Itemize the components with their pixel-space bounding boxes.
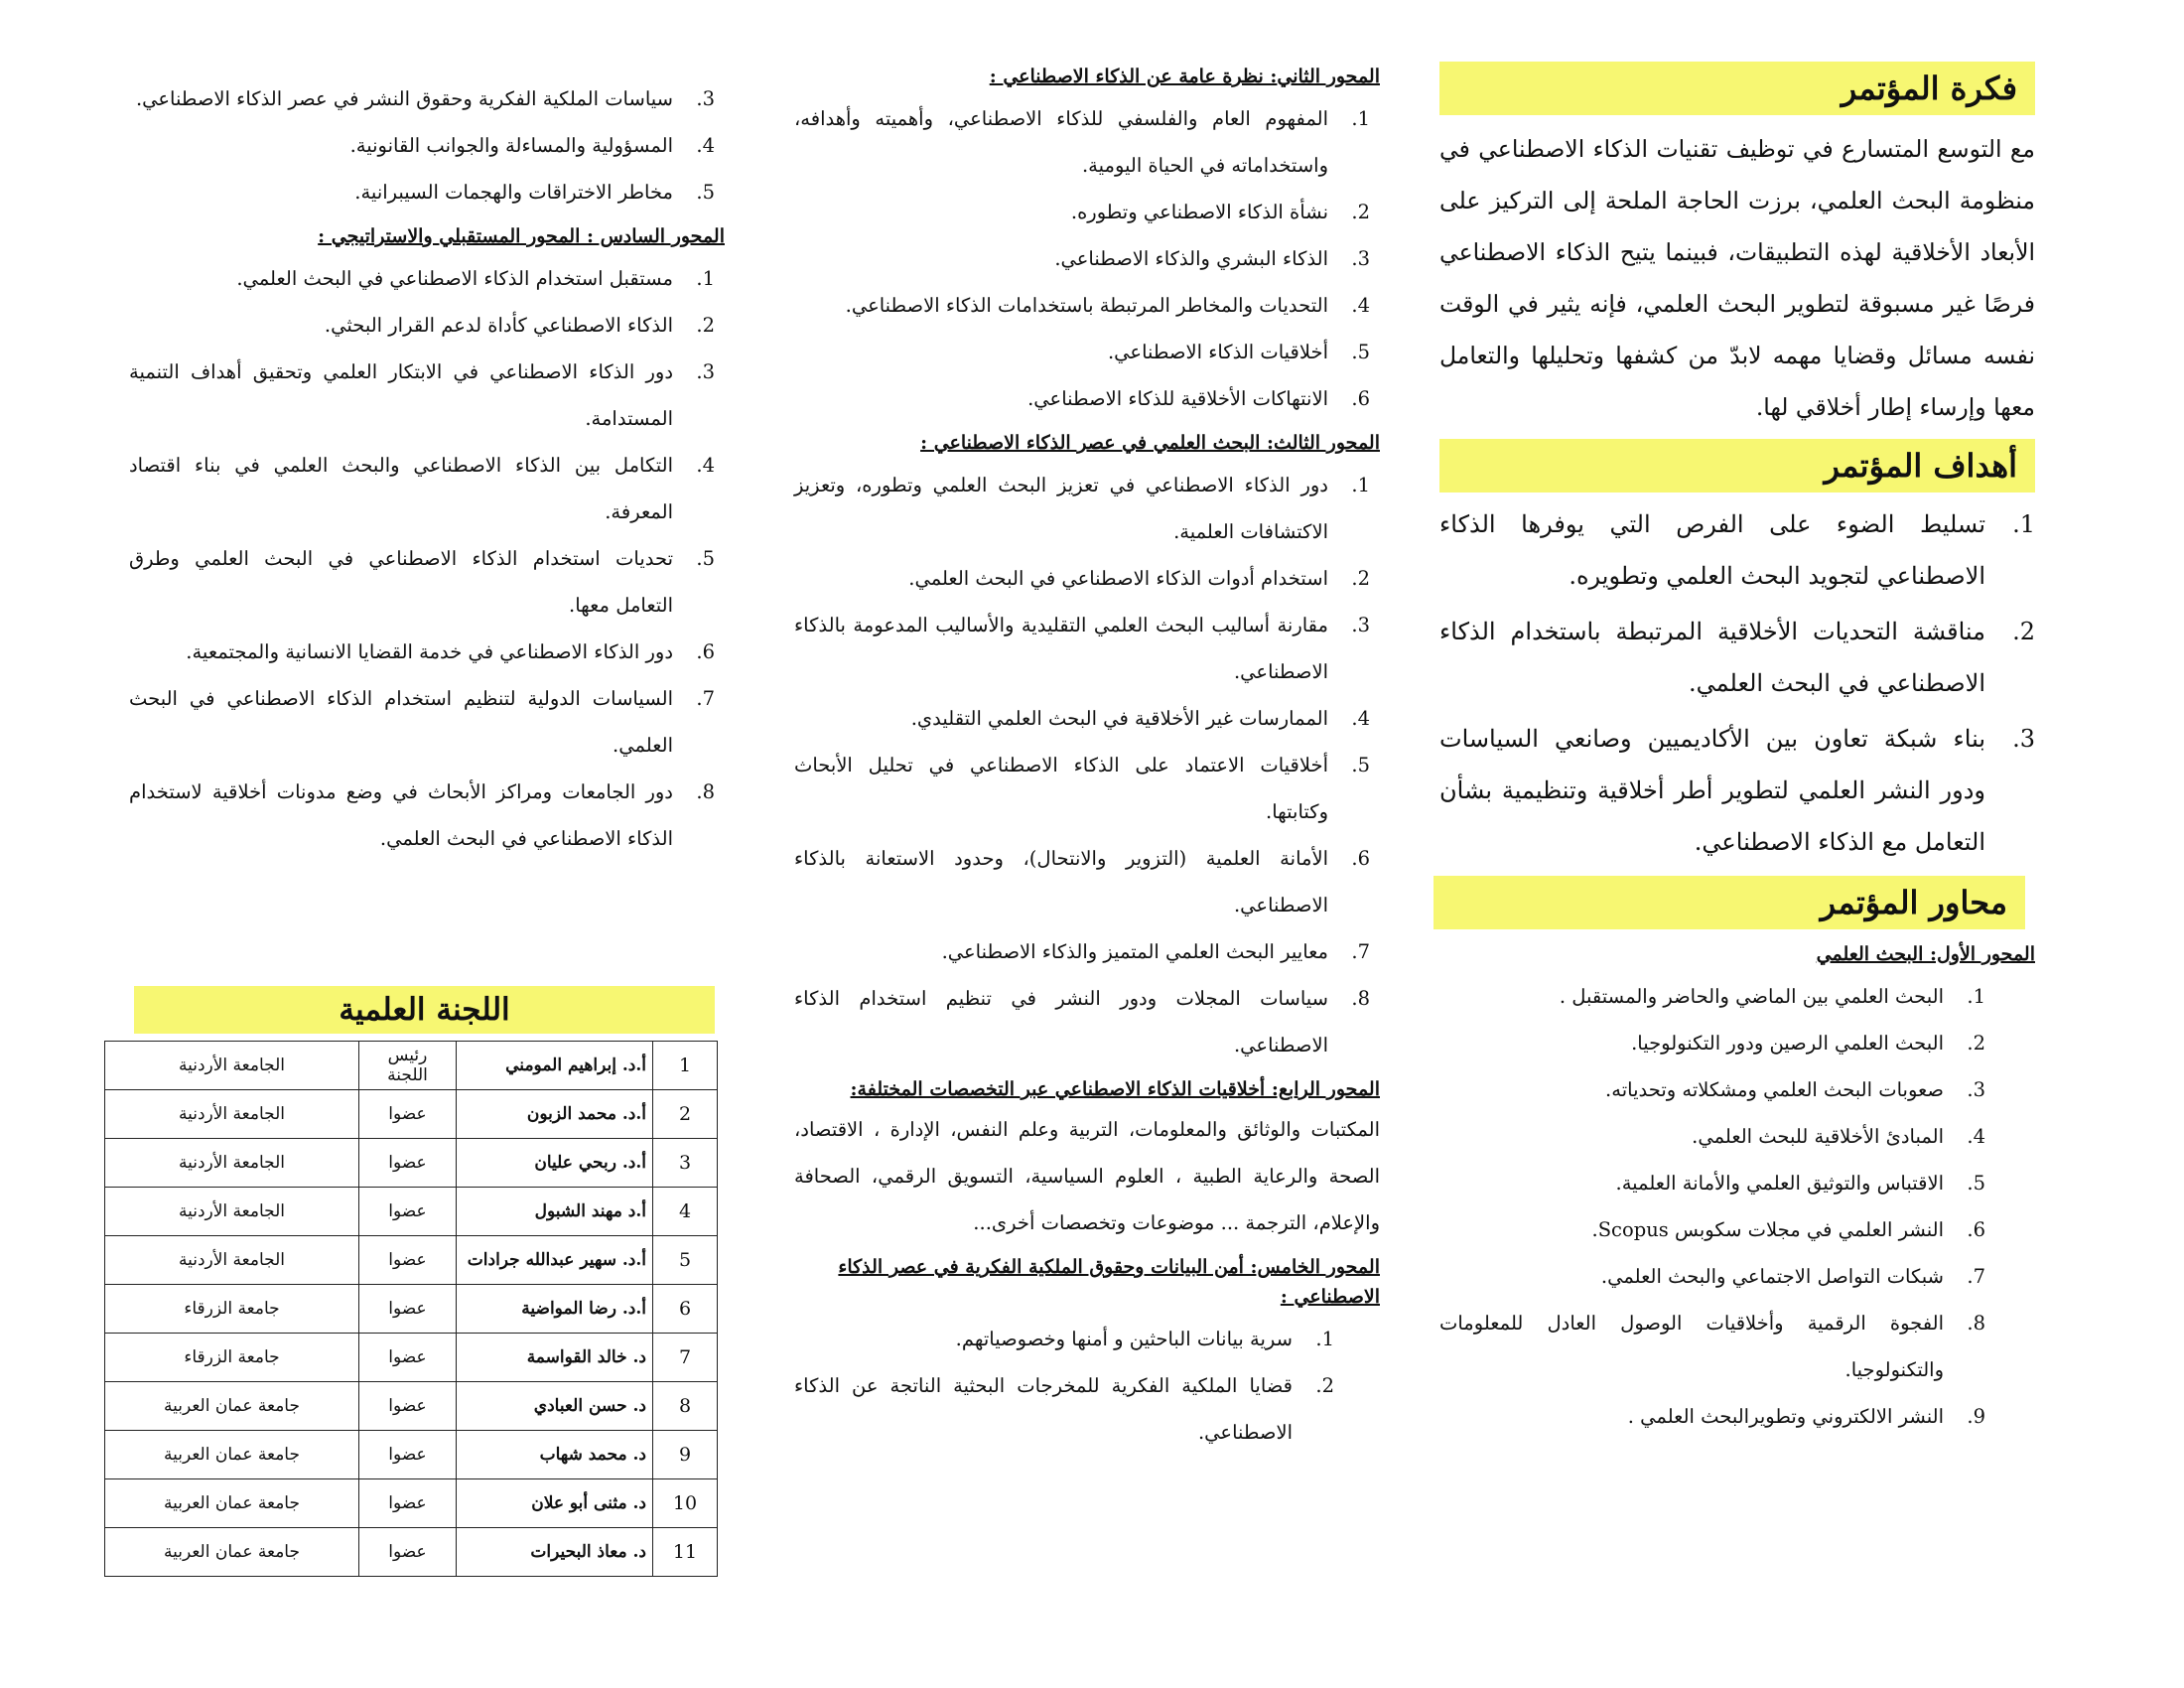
item-number: 6. [1967,1218,1985,1241]
member-number: 3 [653,1139,718,1188]
item-text: شبكات التواصل الاجتماعي والبحث العلمي. [1600,1265,1944,1288]
committee-table [104,1041,718,1577]
table-row [105,1334,718,1382]
member-university: جامعة عمان العربية [105,1431,359,1479]
goal-text: مناقشة التحديات الأخلاقية المرتبطة باستخدام الذكاء الاصطناعي في البحث العلمي. [1439,618,1985,697]
item-text: دور الذكاء الاصطناعي في الابتكار العلمي وتحقيق أهداف التنمية المستدامة. [129,360,673,430]
member-name: د. محمد شهاب [457,1431,653,1479]
goal-item [1439,606,2035,709]
right-column [1439,62,2035,1440]
item-number: 7. [1351,940,1370,963]
item-number: 6. [696,640,715,663]
member-name: د. معاذ البحيرات [457,1528,653,1577]
member-number: 11 [653,1528,718,1577]
member-number: 8 [653,1382,718,1431]
item-text: تحديات استخدام الذكاء الاصطناعي في البحث العلمي وطرق التعامل معها. [129,547,673,617]
member-name: أ.د. إبراهيم المومني [457,1042,653,1090]
item-number: 6. [1351,847,1370,870]
item-text: التحديات والمخاطر المرتبطة باستخدامات الذكاء الاصطناعي. [845,294,1328,317]
member-number: 1 [653,1042,718,1090]
item-number: 2. [1351,201,1370,223]
member-role: عضوا [359,1090,457,1139]
table-row [105,1236,718,1285]
middle-column [794,62,1380,1456]
axis4-heading: المحور الرابع: أخلاقيات الذكاء الاصطناعي عبر التخصصات المختلفة: [850,1078,1380,1100]
table-row [105,1431,718,1479]
table-row [105,1042,718,1090]
axes-banner: محاور المؤتمر [1433,876,2025,929]
idea-banner: فكرة المؤتمر [1439,62,2035,115]
item-number: 2. [1315,1374,1334,1397]
axis6-item [129,629,725,675]
axis1-heading: المحور الأول: البحث العلمي [1816,943,2035,965]
member-university: جامعة الزرقاء [105,1334,359,1382]
axis2-item [794,329,1380,375]
member-university: جامعة عمان العربية [105,1382,359,1431]
axis3-item [794,742,1380,835]
axis1-item [1439,1066,1995,1113]
item-number: 4. [1967,1125,1985,1148]
item-text: الفجوة الرقمية وأخلاقيات الوصول العادل للمعلومات والتكنولوجيا. [1439,1312,1944,1381]
member-number: 7 [653,1334,718,1382]
table-row [105,1090,718,1139]
axis1-item [1439,1300,1995,1393]
committee-banner: اللجنة العلمية [134,986,715,1034]
item-number: 2. [1967,1032,1985,1055]
member-number: 10 [653,1479,718,1528]
item-text: أخلاقيات الاعتماد على الذكاء الاصطناعي في تحليل الأبحاث وكتابتها. [794,754,1328,823]
item-number: 1. [696,267,715,290]
left-column [129,71,725,862]
axis5-item [129,75,725,122]
member-number: 5 [653,1236,718,1285]
axis3-item [794,695,1380,742]
axis6-list [129,255,725,862]
item-number: 8. [1967,1312,1985,1335]
item-number: 3. [696,360,715,383]
axis6-item [129,255,725,302]
item-number: 5. [1351,341,1370,363]
member-role: رئيس اللجنة [359,1042,457,1090]
item-text: التكامل بين الذكاء الاصطناعي والبحث العلمي في بناء اقتصاد المعرفة. [129,454,673,523]
item-number: 4. [696,454,715,477]
axis5-item [794,1362,1344,1456]
member-role: عضوا [359,1382,457,1431]
goal-number: 3. [2012,725,2035,753]
axis4-text: المكتبات والوثائق والمعلومات، التربية وعلم النفس، الإدارة ، الاقتصاد، الصحة والرعاية الطبية ، العلوم السياسية، التسويق الرقمي، الصحافة والإعلام، الترجمة ... موضوعات وتخصصات أخرى... [794,1118,1380,1234]
member-university: جامعة عمان العربية [105,1528,359,1577]
member-role: عضوا [359,1236,457,1285]
axis1-item [1439,973,1995,1020]
item-number: 4. [696,134,715,157]
item-text: معايير البحث العلمي المتميز والذكاء الاصطناعي. [941,940,1328,963]
table-row [105,1139,718,1188]
axis1-item [1439,1160,1995,1206]
item-number: 7. [1967,1265,1985,1288]
item-text: دور الجامعات ومراكز الأبحاث في وضع مدونات أخلاقية لاستخدام الذكاء الاصطناعي في البحث العلمي. [129,780,673,850]
member-name: أ.د مهند الشبول [457,1188,653,1236]
item-text: المبادئ الأخلاقية للبحث العلمي. [1692,1125,1944,1148]
goals-banner: أهداف المؤتمر [1439,439,2035,492]
axis3-item [794,602,1380,695]
item-number: 1. [1967,985,1985,1008]
axis3-heading: المحور الثالث: البحث العلمي في عصر الذكاء الاصطناعي : [920,432,1380,454]
member-name: أ.د. محمد الزبون [457,1090,653,1139]
member-role: عضوا [359,1528,457,1577]
item-number: 5. [1967,1172,1985,1195]
axis6-heading: المحور السادس : المحور المستقبلي والاستراتيجي : [318,225,725,247]
item-text: المفهوم العام والفلسفي للذكاء الاصطناعي، وأهميته وأهدافه، واستخداماته في الحياة اليومية. [794,107,1328,177]
item-number: 8. [1351,987,1370,1010]
axis6-item [129,302,725,349]
item-text: سياسات الملكية الفكرية وحقوق النشر في عصر الذكاء الاصطناعي. [135,87,673,110]
item-text: أخلاقيات الذكاء الاصطناعي. [1107,341,1328,363]
member-number: 4 [653,1188,718,1236]
axis6-item [129,442,725,535]
table-row [105,1382,718,1431]
axis5-list [794,1316,1380,1456]
axis5-item [129,122,725,169]
item-number: 9. [1967,1405,1985,1428]
member-university: الجامعة الأردنية [105,1042,359,1090]
member-name: د. حسن العبادي [457,1382,653,1431]
axis2-list [794,95,1380,422]
item-number: 4. [1351,294,1370,317]
member-name: أ.د. سهير عبدالله جرادات [457,1236,653,1285]
table-row [105,1188,718,1236]
item-number: 1. [1351,474,1370,496]
item-number: 1. [1351,107,1370,130]
item-text: البحث العلمي الرصين ودور التكنولوجيا. [1631,1032,1944,1055]
item-text: الانتهاكات الأخلاقية للذكاء الاصطناعي. [1027,387,1328,410]
item-number: 2. [696,314,715,337]
axis3-item [794,555,1380,602]
member-role: عضوا [359,1479,457,1528]
item-text: مقارنة أساليب البحث العلمي التقليدية والأساليب المدعومة بالذكاء الاصطناعي. [794,614,1328,683]
item-number: 3. [696,87,715,110]
member-university: الجامعة الأردنية [105,1139,359,1188]
axis3-item [794,835,1380,928]
item-text: المسؤولية والمساءلة والجوانب القانونية. [349,134,673,157]
axis6-item [129,349,725,442]
member-number: 2 [653,1090,718,1139]
goal-number: 2. [2012,618,2035,645]
item-number: 3. [1351,614,1370,636]
axis2-item [794,235,1380,282]
item-text: الاقتباس والتوثيق العلمي والأمانة العلمية. [1615,1172,1944,1195]
item-text: النشر العلمي في مجلات سكوبس Scopus. [1591,1218,1944,1241]
axis1-list [1439,973,2035,1440]
item-text: الذكاء الاصطناعي كأداة لدعم القرار البحثي. [324,314,673,337]
item-text: النشر الالكتروني وتطويرالبحث العلمي . [1627,1405,1944,1428]
goal-item [1439,713,2035,868]
axis5-item [794,1316,1344,1362]
table-row [105,1479,718,1528]
item-text: السياسات الدولية لتنظيم استخدام الذكاء الاصطناعي في البحث العلمي. [129,687,673,757]
goal-text: تسليط الضوء على الفرص التي يوفرها الذكاء الاصطناعي لتجويد البحث العلمي وتطويره. [1439,510,1985,590]
item-text: دور الذكاء الاصطناعي في تعزيز البحث العلمي وتطوره، وتعزيز الاكتشافات العلمية. [794,474,1328,543]
axis2-heading: المحور الثاني: نظرة عامة عن الذكاء الاصطناعي : [989,66,1380,87]
axis6-item [129,675,725,769]
item-number: 4. [1351,707,1370,730]
axis1-item [1439,1393,1995,1440]
item-number: 6. [1351,387,1370,410]
item-text: الذكاء البشري والذكاء الاصطناعي. [1054,247,1328,270]
item-text: نشأة الذكاء الاصطناعي وتطوره. [1070,201,1328,223]
axis1-item [1439,1020,1995,1066]
member-number: 9 [653,1431,718,1479]
axis1-item [1439,1253,1995,1300]
table-row [105,1528,718,1577]
axis5-continued-list [129,75,725,215]
member-number: 6 [653,1285,718,1334]
member-role: عضوا [359,1431,457,1479]
axis6-item [129,535,725,629]
goals-list [1439,498,2035,868]
item-number: 3. [1351,247,1370,270]
item-text: البحث العلمي بين الماضي والحاضر والمستقبل . [1559,985,1944,1008]
item-text: سياسات المجلات ودور النشر في تنظيم استخدام الذكاء الاصطناعي. [794,987,1328,1056]
item-number: 2. [1351,567,1370,590]
member-role: عضوا [359,1139,457,1188]
item-text: الأمانة العلمية (التزوير والانتحال)، وحدود الاستعانة بالذكاء الاصطناعي. [794,847,1328,916]
member-name: د. مثنى أبو علان [457,1479,653,1528]
item-text: مستقبل استخدام الذكاء الاصطناعي في البحث العلمي. [236,267,673,290]
item-number: 5. [696,181,715,204]
axis2-item [794,189,1380,235]
item-number: 5. [696,547,715,570]
item-text: الممارسات غير الأخلاقية في البحث العلمي التقليدي. [910,707,1328,730]
member-university: جامعة الزرقاء [105,1285,359,1334]
member-role: عضوا [359,1188,457,1236]
item-number: 8. [696,780,715,803]
item-number: 7. [696,687,715,710]
axis1-item [1439,1113,1995,1160]
member-role: عضوا [359,1334,457,1382]
idea-paragraph: مع التوسع المتسارع في توظيف تقنيات الذكاء الاصطناعي في منظومة البحث العلمي، برزت الحاجة الملحة إلى التركيز على الأبعاد الأخلاقية لهذه التطبيقات، فبينما يتيح الذكاء الاصطناعي فرصًا غير مسبوقة لتطوير البحث العلمي، فإنه يثير في الوقت نفسه مسائل وقضايا مهمه لابدّ من كشفها وتحليلها والتعامل معها وإرساء إطار أخلاقي لها. [1439,135,2035,421]
goal-item [1439,498,2035,602]
axis5-item [129,169,725,215]
goal-number: 1. [2012,510,2035,538]
member-university: الجامعة الأردنية [105,1236,359,1285]
item-text: استخدام أدوات الذكاء الاصطناعي في البحث العلمي. [908,567,1328,590]
axis5-heading: المحور الخامس: أمن البيانات وحقوق الملكية الفكرية في عصر الذكاء الاصطناعي : [838,1256,1380,1308]
axis2-item [794,375,1380,422]
axis2-item [794,95,1380,189]
member-name: د. خالد القواسمة [457,1334,653,1382]
axis2-item [794,282,1380,329]
item-text: صعوبات البحث العلمي ومشكلاته وتحدياته. [1605,1078,1944,1101]
member-university: الجامعة الأردنية [105,1090,359,1139]
axis3-item [794,975,1380,1068]
table-row [105,1285,718,1334]
item-text: سرية بيانات الباحثين و أمنها وخصوصياتهم. [955,1328,1293,1350]
member-name: أ.د. ربحي عليان [457,1139,653,1188]
axis3-item [794,462,1380,555]
item-number: 3. [1967,1078,1985,1101]
goal-text: بناء شبكة تعاون بين الأكاديميين وصانعي السياسات ودور النشر العلمي لتطوير أطر أخلاقية وتنظيمية بشأن التعامل مع الذكاء الاصطناعي. [1439,725,1985,856]
member-role: عضوا [359,1285,457,1334]
member-university: جامعة عمان العربية [105,1479,359,1528]
axis1-item [1439,1206,1995,1253]
member-name: أ.د. رضا المواضية [457,1285,653,1334]
axis3-list [794,462,1380,1068]
item-text: قضايا الملكية الفكرية للمخرجات البحثية الناتجة عن الذكاء الاصطناعي. [794,1374,1293,1444]
member-university: الجامعة الأردنية [105,1188,359,1236]
item-number: 1. [1315,1328,1334,1350]
axis6-item [129,769,725,862]
item-text: دور الذكاء الاصطناعي في خدمة القضايا الانسانية والمجتمعية. [186,640,673,663]
item-number: 5. [1351,754,1370,776]
item-text: مخاطر الاختراقات والهجمات السيبرانية. [354,181,673,204]
axis3-item [794,928,1380,975]
